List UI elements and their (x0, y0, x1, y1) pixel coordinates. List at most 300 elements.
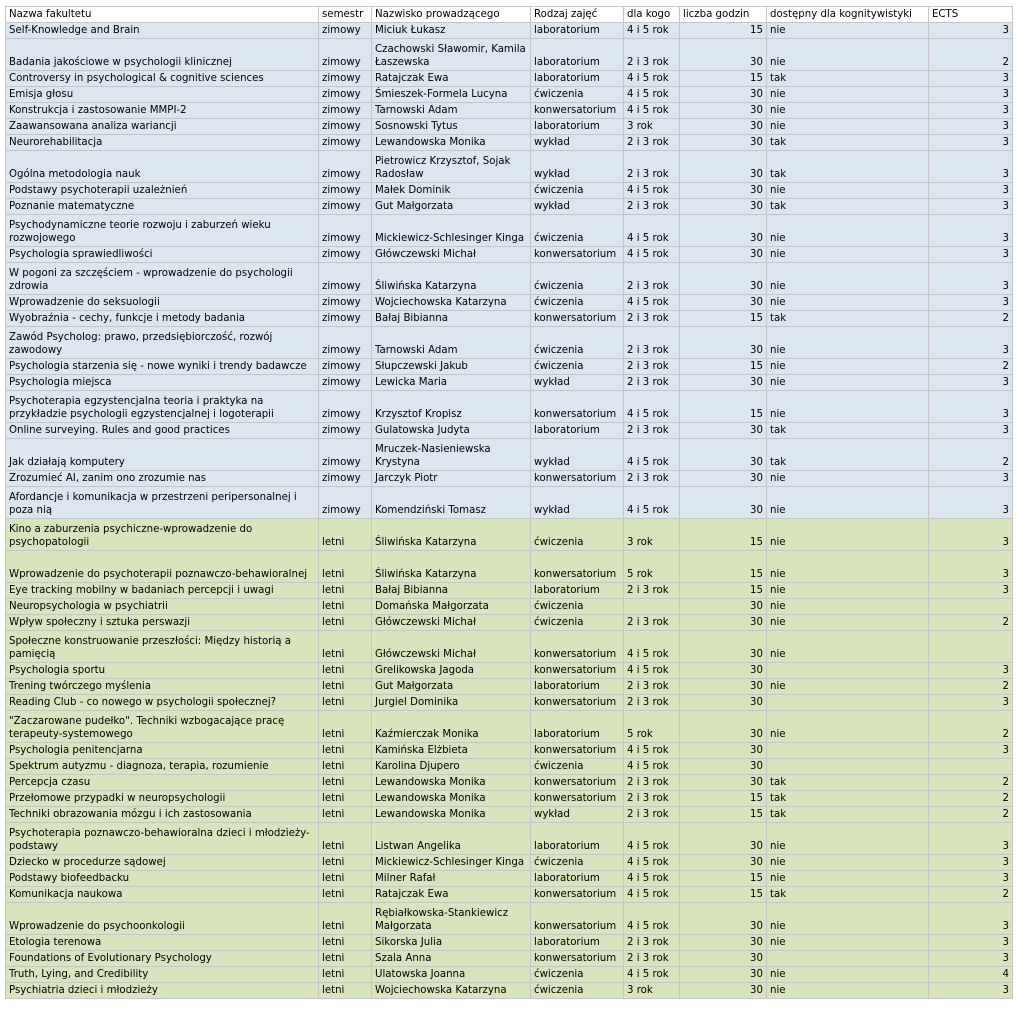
ects-cell[interactable]: 3 (929, 247, 1013, 263)
semester-cell[interactable]: letni (319, 775, 372, 791)
class-type-cell[interactable]: konwersatorium (531, 743, 624, 759)
ects-cell[interactable]: 2 (929, 311, 1013, 327)
instructor-cell[interactable]: Lewandowska Monika (372, 791, 531, 807)
cognitive-science-cell[interactable] (767, 663, 929, 679)
course-name-cell[interactable]: Wprowadzenie do psychoterapii poznawczo-behawioralnej (6, 551, 319, 583)
class-type-cell[interactable]: ćwiczenia (531, 327, 624, 359)
course-name-cell[interactable]: Psychologia miejsca (6, 375, 319, 391)
audience-cell[interactable]: 2 i 3 rok (624, 791, 680, 807)
hours-cell[interactable]: 30 (680, 327, 767, 359)
semester-cell[interactable]: letni (319, 711, 372, 743)
hours-cell[interactable]: 15 (680, 359, 767, 375)
hours-cell[interactable]: 15 (680, 887, 767, 903)
ects-cell[interactable]: 3 (929, 23, 1013, 39)
audience-cell[interactable]: 2 i 3 rok (624, 263, 680, 295)
cognitive-science-cell[interactable]: nie (767, 599, 929, 615)
hours-cell[interactable]: 15 (680, 583, 767, 599)
instructor-cell[interactable]: Śmieszek-Formela Lucyna (372, 87, 531, 103)
cognitive-science-cell[interactable]: tak (767, 887, 929, 903)
course-name-cell[interactable]: Poznanie matematyczne (6, 199, 319, 215)
hours-cell[interactable]: 30 (680, 439, 767, 471)
hours-cell[interactable]: 30 (680, 935, 767, 951)
class-type-cell[interactable]: konwersatorium (531, 247, 624, 263)
header-cell-cognitive-science[interactable]: dostępny dla kognitywistyki (767, 7, 929, 23)
instructor-cell[interactable]: Milner Rafał (372, 871, 531, 887)
cognitive-science-cell[interactable]: tak (767, 311, 929, 327)
semester-cell[interactable]: letni (319, 807, 372, 823)
hours-cell[interactable]: 30 (680, 743, 767, 759)
class-type-cell[interactable]: konwersatorium (531, 903, 624, 935)
semester-cell[interactable]: zimowy (319, 439, 372, 471)
course-name-cell[interactable]: Trening twórczego myślenia (6, 679, 319, 695)
semester-cell[interactable]: letni (319, 823, 372, 855)
cognitive-science-cell[interactable]: nie (767, 23, 929, 39)
ects-cell[interactable]: 3 (929, 423, 1013, 439)
ects-cell[interactable]: 3 (929, 295, 1013, 311)
instructor-cell[interactable]: Czachowski Sławomir, Kamila Łaszewska (372, 39, 531, 71)
audience-cell[interactable]: 5 rok (624, 711, 680, 743)
instructor-cell[interactable]: Listwan Angelika (372, 823, 531, 855)
semester-cell[interactable]: letni (319, 967, 372, 983)
course-name-cell[interactable]: Psychologia sportu (6, 663, 319, 679)
header-cell-instructor[interactable]: Nazwisko prowadzącego (372, 7, 531, 23)
header-cell-semester[interactable]: semestr (319, 7, 372, 23)
hours-cell[interactable]: 30 (680, 823, 767, 855)
cognitive-science-cell[interactable]: nie (767, 87, 929, 103)
ects-cell[interactable]: 3 (929, 663, 1013, 679)
cognitive-science-cell[interactable]: nie (767, 983, 929, 999)
audience-cell[interactable]: 2 i 3 rok (624, 951, 680, 967)
instructor-cell[interactable]: Gut Małgorzata (372, 199, 531, 215)
ects-cell[interactable]: 3 (929, 263, 1013, 295)
instructor-cell[interactable]: Sosnowski Tytus (372, 119, 531, 135)
semester-cell[interactable]: letni (319, 599, 372, 615)
class-type-cell[interactable]: laboratorium (531, 39, 624, 71)
semester-cell[interactable]: letni (319, 935, 372, 951)
audience-cell[interactable]: 4 i 5 rok (624, 871, 680, 887)
hours-cell[interactable]: 30 (680, 759, 767, 775)
cognitive-science-cell[interactable]: tak (767, 151, 929, 183)
cognitive-science-cell[interactable] (767, 695, 929, 711)
cognitive-science-cell[interactable]: nie (767, 615, 929, 631)
hours-cell[interactable]: 30 (680, 39, 767, 71)
instructor-cell[interactable]: Śliwińska Katarzyna (372, 263, 531, 295)
hours-cell[interactable]: 30 (680, 695, 767, 711)
ects-cell[interactable]: 3 (929, 119, 1013, 135)
hours-cell[interactable]: 30 (680, 631, 767, 663)
ects-cell[interactable]: 3 (929, 903, 1013, 935)
class-type-cell[interactable]: ćwiczenia (531, 615, 624, 631)
cognitive-science-cell[interactable]: nie (767, 823, 929, 855)
course-name-cell[interactable]: Psychodynamiczne teorie rozwoju i zaburzeń wieku rozwojowego (6, 215, 319, 247)
ects-cell[interactable]: 4 (929, 967, 1013, 983)
class-type-cell[interactable]: konwersatorium (531, 695, 624, 711)
audience-cell[interactable]: 4 i 5 rok (624, 295, 680, 311)
ects-cell[interactable] (929, 759, 1013, 775)
cognitive-science-cell[interactable]: tak (767, 775, 929, 791)
ects-cell[interactable]: 3 (929, 135, 1013, 151)
hours-cell[interactable]: 30 (680, 263, 767, 295)
instructor-cell[interactable]: Jarczyk Piotr (372, 471, 531, 487)
cognitive-science-cell[interactable]: nie (767, 215, 929, 247)
class-type-cell[interactable]: wykład (531, 439, 624, 471)
hours-cell[interactable]: 15 (680, 871, 767, 887)
semester-cell[interactable]: letni (319, 983, 372, 999)
instructor-cell[interactable]: Ratajczak Ewa (372, 887, 531, 903)
instructor-cell[interactable]: Ulatowska Joanna (372, 967, 531, 983)
audience-cell[interactable]: 2 i 3 rok (624, 359, 680, 375)
semester-cell[interactable]: letni (319, 695, 372, 711)
hours-cell[interactable]: 15 (680, 71, 767, 87)
ects-cell[interactable]: 2 (929, 807, 1013, 823)
class-type-cell[interactable]: ćwiczenia (531, 215, 624, 247)
ects-cell[interactable]: 3 (929, 215, 1013, 247)
class-type-cell[interactable]: laboratorium (531, 23, 624, 39)
audience-cell[interactable]: 2 i 3 rok (624, 775, 680, 791)
audience-cell[interactable]: 2 i 3 rok (624, 679, 680, 695)
cognitive-science-cell[interactable]: tak (767, 439, 929, 471)
instructor-cell[interactable]: Mickiewicz-Schlesinger Kinga (372, 215, 531, 247)
audience-cell[interactable]: 4 i 5 rok (624, 759, 680, 775)
semester-cell[interactable]: letni (319, 583, 372, 599)
audience-cell[interactable]: 2 i 3 rok (624, 935, 680, 951)
hours-cell[interactable]: 30 (680, 183, 767, 199)
cognitive-science-cell[interactable]: nie (767, 855, 929, 871)
ects-cell[interactable]: 2 (929, 615, 1013, 631)
hours-cell[interactable]: 30 (680, 487, 767, 519)
audience-cell[interactable]: 4 i 5 rok (624, 71, 680, 87)
course-name-cell[interactable]: Etologia terenowa (6, 935, 319, 951)
hours-cell[interactable]: 30 (680, 119, 767, 135)
semester-cell[interactable]: zimowy (319, 119, 372, 135)
class-type-cell[interactable]: laboratorium (531, 71, 624, 87)
hours-cell[interactable]: 15 (680, 311, 767, 327)
cognitive-science-cell[interactable]: nie (767, 551, 929, 583)
course-name-cell[interactable]: Neurorehabilitacja (6, 135, 319, 151)
semester-cell[interactable]: zimowy (319, 215, 372, 247)
course-name-cell[interactable]: Psychologia sprawiedliwości (6, 247, 319, 263)
hours-cell[interactable]: 15 (680, 391, 767, 423)
semester-cell[interactable]: zimowy (319, 135, 372, 151)
class-type-cell[interactable]: konwersatorium (531, 391, 624, 423)
semester-cell[interactable]: letni (319, 663, 372, 679)
instructor-cell[interactable]: Szala Anna (372, 951, 531, 967)
instructor-cell[interactable]: Główczewski Michał (372, 631, 531, 663)
cognitive-science-cell[interactable] (767, 759, 929, 775)
hours-cell[interactable]: 15 (680, 23, 767, 39)
audience-cell[interactable]: 2 i 3 rok (624, 423, 680, 439)
cognitive-science-cell[interactable]: nie (767, 327, 929, 359)
instructor-cell[interactable]: Słupczewski Jakub (372, 359, 531, 375)
audience-cell[interactable]: 2 i 3 rok (624, 807, 680, 823)
hours-cell[interactable]: 30 (680, 775, 767, 791)
instructor-cell[interactable]: Lewicka Maria (372, 375, 531, 391)
audience-cell[interactable]: 2 i 3 rok (624, 135, 680, 151)
instructor-cell[interactable]: Miciuk Łukasz (372, 23, 531, 39)
cognitive-science-cell[interactable]: nie (767, 631, 929, 663)
semester-cell[interactable]: zimowy (319, 359, 372, 375)
instructor-cell[interactable]: Wojciechowska Katarzyna (372, 983, 531, 999)
class-type-cell[interactable]: ćwiczenia (531, 759, 624, 775)
ects-cell[interactable]: 3 (929, 391, 1013, 423)
cognitive-science-cell[interactable]: tak (767, 791, 929, 807)
hours-cell[interactable]: 30 (680, 599, 767, 615)
instructor-cell[interactable]: Lewandowska Monika (372, 135, 531, 151)
hours-cell[interactable]: 30 (680, 151, 767, 183)
hours-cell[interactable]: 30 (680, 199, 767, 215)
class-type-cell[interactable]: laboratorium (531, 871, 624, 887)
cognitive-science-cell[interactable]: nie (767, 263, 929, 295)
ects-cell[interactable]: 3 (929, 855, 1013, 871)
header-cell-hours[interactable]: liczba godzin (680, 7, 767, 23)
cognitive-science-cell[interactable]: nie (767, 583, 929, 599)
course-name-cell[interactable]: Konstrukcja i zastosowanie MMPI-2 (6, 103, 319, 119)
audience-cell[interactable]: 2 i 3 rok (624, 375, 680, 391)
cognitive-science-cell[interactable]: nie (767, 711, 929, 743)
instructor-cell[interactable]: Gut Małgorzata (372, 679, 531, 695)
instructor-cell[interactable]: Małek Dominik (372, 183, 531, 199)
hours-cell[interactable]: 30 (680, 103, 767, 119)
class-type-cell[interactable]: ćwiczenia (531, 519, 624, 551)
hours-cell[interactable]: 15 (680, 807, 767, 823)
hours-cell[interactable]: 30 (680, 983, 767, 999)
audience-cell[interactable]: 4 i 5 rok (624, 439, 680, 471)
course-name-cell[interactable]: Emisja głosu (6, 87, 319, 103)
class-type-cell[interactable]: wykład (531, 151, 624, 183)
class-type-cell[interactable]: laboratorium (531, 679, 624, 695)
semester-cell[interactable]: zimowy (319, 471, 372, 487)
ects-cell[interactable]: 3 (929, 71, 1013, 87)
course-name-cell[interactable]: Reading Club - co nowego w psychologii społecznej? (6, 695, 319, 711)
semester-cell[interactable]: zimowy (319, 151, 372, 183)
semester-cell[interactable]: letni (319, 631, 372, 663)
semester-cell[interactable]: zimowy (319, 423, 372, 439)
cognitive-science-cell[interactable]: nie (767, 183, 929, 199)
semester-cell[interactable]: zimowy (319, 23, 372, 39)
semester-cell[interactable]: letni (319, 759, 372, 775)
course-name-cell[interactable]: Ogólna metodologia nauk (6, 151, 319, 183)
hours-cell[interactable]: 30 (680, 711, 767, 743)
ects-cell[interactable]: 2 (929, 791, 1013, 807)
hours-cell[interactable]: 30 (680, 855, 767, 871)
instructor-cell[interactable]: Mruczek-Nasieniewska Krystyna (372, 439, 531, 471)
hours-cell[interactable]: 30 (680, 663, 767, 679)
class-type-cell[interactable]: wykład (531, 807, 624, 823)
ects-cell[interactable]: 2 (929, 679, 1013, 695)
class-type-cell[interactable]: konwersatorium (531, 887, 624, 903)
instructor-cell[interactable]: Ratajczak Ewa (372, 71, 531, 87)
instructor-cell[interactable]: Kaźmierczak Monika (372, 711, 531, 743)
course-name-cell[interactable]: Psychoterapia poznawczo-behawioralna dzieci i młodzieży-podstawy (6, 823, 319, 855)
cognitive-science-cell[interactable] (767, 743, 929, 759)
ects-cell[interactable] (929, 599, 1013, 615)
ects-cell[interactable]: 3 (929, 823, 1013, 855)
ects-cell[interactable]: 3 (929, 151, 1013, 183)
class-type-cell[interactable]: ćwiczenia (531, 295, 624, 311)
hours-cell[interactable]: 15 (680, 519, 767, 551)
audience-cell[interactable]: 4 i 5 rok (624, 215, 680, 247)
course-name-cell[interactable]: Wyobraźnia - cechy, funkcje i metody badania (6, 311, 319, 327)
hours-cell[interactable]: 30 (680, 615, 767, 631)
audience-cell[interactable]: 4 i 5 rok (624, 487, 680, 519)
ects-cell[interactable]: 3 (929, 983, 1013, 999)
cognitive-science-cell[interactable]: nie (767, 471, 929, 487)
semester-cell[interactable]: zimowy (319, 103, 372, 119)
semester-cell[interactable]: zimowy (319, 199, 372, 215)
instructor-cell[interactable]: Karolina Djupero (372, 759, 531, 775)
course-name-cell[interactable]: Afordancje i komunikacja w przestrzeni peripersonalnej i poza nią (6, 487, 319, 519)
instructor-cell[interactable]: Pietrowicz Krzysztof, Sojak Radosław (372, 151, 531, 183)
class-type-cell[interactable]: laboratorium (531, 583, 624, 599)
course-name-cell[interactable]: Psychologia penitencjarna (6, 743, 319, 759)
hours-cell[interactable]: 30 (680, 423, 767, 439)
course-name-cell[interactable]: W pogoni za szczęściem - wprowadzenie do psychologii zdrowia (6, 263, 319, 295)
instructor-cell[interactable]: Sikorska Julia (372, 935, 531, 951)
semester-cell[interactable]: zimowy (319, 183, 372, 199)
instructor-cell[interactable]: Tarnowski Adam (372, 103, 531, 119)
course-name-cell[interactable]: Wprowadzenie do seksuologii (6, 295, 319, 311)
header-cell-class-type[interactable]: Rodzaj zajęć (531, 7, 624, 23)
class-type-cell[interactable]: laboratorium (531, 711, 624, 743)
ects-cell[interactable]: 3 (929, 199, 1013, 215)
ects-cell[interactable]: 3 (929, 743, 1013, 759)
audience-cell[interactable]: 3 rok (624, 519, 680, 551)
course-name-cell[interactable]: Controversy in psychological & cognitive sciences (6, 71, 319, 87)
class-type-cell[interactable]: wykład (531, 487, 624, 519)
semester-cell[interactable]: letni (319, 551, 372, 583)
course-name-cell[interactable]: Społeczne konstruowanie przeszłości: Między historią a pamięcią (6, 631, 319, 663)
class-type-cell[interactable]: laboratorium (531, 823, 624, 855)
cognitive-science-cell[interactable]: nie (767, 391, 929, 423)
course-name-cell[interactable]: Percepcja czasu (6, 775, 319, 791)
course-name-cell[interactable]: Online surveying. Rules and good practices (6, 423, 319, 439)
ects-cell[interactable]: 3 (929, 695, 1013, 711)
ects-cell[interactable]: 2 (929, 359, 1013, 375)
cognitive-science-cell[interactable] (767, 951, 929, 967)
ects-cell[interactable]: 2 (929, 887, 1013, 903)
audience-cell[interactable]: 4 i 5 rok (624, 87, 680, 103)
course-name-cell[interactable]: Wpływ społeczny i sztuka perswazji (6, 615, 319, 631)
semester-cell[interactable]: zimowy (319, 39, 372, 71)
semester-cell[interactable]: zimowy (319, 327, 372, 359)
course-name-cell[interactable]: Foundations of Evolutionary Psychology (6, 951, 319, 967)
cognitive-science-cell[interactable]: nie (767, 295, 929, 311)
header-cell-course-name[interactable]: Nazwa fakultetu (6, 7, 319, 23)
ects-cell[interactable] (929, 631, 1013, 663)
course-name-cell[interactable]: Zawód Psycholog: prawo, przedsiębiorczość, rozwój zawodowy (6, 327, 319, 359)
ects-cell[interactable]: 3 (929, 471, 1013, 487)
audience-cell[interactable]: 2 i 3 rok (624, 151, 680, 183)
header-cell-ects[interactable]: ECTS (929, 7, 1013, 23)
audience-cell[interactable]: 4 i 5 rok (624, 183, 680, 199)
instructor-cell[interactable]: Tarnowski Adam (372, 327, 531, 359)
audience-cell[interactable]: 3 rok (624, 119, 680, 135)
course-name-cell[interactable]: Komunikacja naukowa (6, 887, 319, 903)
ects-cell[interactable]: 3 (929, 583, 1013, 599)
class-type-cell[interactable]: konwersatorium (531, 631, 624, 663)
class-type-cell[interactable]: ćwiczenia (531, 967, 624, 983)
class-type-cell[interactable]: konwersatorium (531, 775, 624, 791)
course-name-cell[interactable]: Self-Knowledge and Brain (6, 23, 319, 39)
semester-cell[interactable]: zimowy (319, 263, 372, 295)
course-name-cell[interactable]: Neuropsychologia w psychiatrii (6, 599, 319, 615)
course-name-cell[interactable]: Psychiatria dzieci i młodzieży (6, 983, 319, 999)
class-type-cell[interactable]: konwersatorium (531, 551, 624, 583)
cognitive-science-cell[interactable]: tak (767, 135, 929, 151)
cognitive-science-cell[interactable]: tak (767, 199, 929, 215)
audience-cell[interactable]: 4 i 5 rok (624, 103, 680, 119)
audience-cell[interactable]: 2 i 3 rok (624, 327, 680, 359)
audience-cell[interactable]: 4 i 5 rok (624, 823, 680, 855)
course-name-cell[interactable]: Psychoterapia egzystencjalna teoria i praktyka na przykładzie psychologii egzystencjalnej i logoterapii (6, 391, 319, 423)
class-type-cell[interactable]: konwersatorium (531, 951, 624, 967)
class-type-cell[interactable]: konwersatorium (531, 471, 624, 487)
course-name-cell[interactable]: Spektrum autyzmu - diagnoza, terapia, rozumienie (6, 759, 319, 775)
ects-cell[interactable]: 3 (929, 103, 1013, 119)
hours-cell[interactable]: 30 (680, 967, 767, 983)
semester-cell[interactable]: letni (319, 903, 372, 935)
instructor-cell[interactable]: Kamińska Elżbieta (372, 743, 531, 759)
class-type-cell[interactable]: ćwiczenia (531, 983, 624, 999)
audience-cell[interactable] (624, 599, 680, 615)
cognitive-science-cell[interactable]: tak (767, 71, 929, 87)
class-type-cell[interactable]: konwersatorium (531, 311, 624, 327)
hours-cell[interactable]: 30 (680, 951, 767, 967)
class-type-cell[interactable]: ćwiczenia (531, 359, 624, 375)
semester-cell[interactable]: letni (319, 871, 372, 887)
course-name-cell[interactable]: Przełomowe przypadki w neuropsychologii (6, 791, 319, 807)
ects-cell[interactable]: 2 (929, 711, 1013, 743)
instructor-cell[interactable]: Komendziński Tomasz (372, 487, 531, 519)
cognitive-science-cell[interactable]: nie (767, 903, 929, 935)
audience-cell[interactable]: 4 i 5 rok (624, 663, 680, 679)
ects-cell[interactable]: 3 (929, 951, 1013, 967)
instructor-cell[interactable]: Rębiałkowska-Stankiewicz Małgorzata (372, 903, 531, 935)
semester-cell[interactable]: zimowy (319, 487, 372, 519)
instructor-cell[interactable]: Bałaj Bibianna (372, 311, 531, 327)
instructor-cell[interactable]: Lewandowska Monika (372, 775, 531, 791)
hours-cell[interactable]: 15 (680, 791, 767, 807)
instructor-cell[interactable]: Śliwińska Katarzyna (372, 519, 531, 551)
audience-cell[interactable]: 4 i 5 rok (624, 887, 680, 903)
course-name-cell[interactable]: Badania jakościowe w psychologii klinicznej (6, 39, 319, 71)
ects-cell[interactable]: 3 (929, 935, 1013, 951)
hours-cell[interactable]: 30 (680, 471, 767, 487)
course-name-cell[interactable]: Kino a zaburzenia psychiczne-wprowadzenie do psychopatologii (6, 519, 319, 551)
semester-cell[interactable]: zimowy (319, 247, 372, 263)
audience-cell[interactable]: 2 i 3 rok (624, 39, 680, 71)
ects-cell[interactable]: 3 (929, 183, 1013, 199)
cognitive-science-cell[interactable]: nie (767, 359, 929, 375)
class-type-cell[interactable]: wykład (531, 199, 624, 215)
ects-cell[interactable]: 3 (929, 87, 1013, 103)
audience-cell[interactable]: 2 i 3 rok (624, 695, 680, 711)
ects-cell[interactable]: 3 (929, 871, 1013, 887)
semester-cell[interactable]: letni (319, 887, 372, 903)
class-type-cell[interactable]: ćwiczenia (531, 855, 624, 871)
instructor-cell[interactable]: Wojciechowska Katarzyna (372, 295, 531, 311)
cognitive-science-cell[interactable]: nie (767, 967, 929, 983)
semester-cell[interactable]: letni (319, 855, 372, 871)
semester-cell[interactable]: letni (319, 791, 372, 807)
class-type-cell[interactable]: konwersatorium (531, 103, 624, 119)
class-type-cell[interactable]: ćwiczenia (531, 183, 624, 199)
cognitive-science-cell[interactable]: nie (767, 487, 929, 519)
class-type-cell[interactable]: wykład (531, 375, 624, 391)
audience-cell[interactable]: 4 i 5 rok (624, 743, 680, 759)
audience-cell[interactable]: 2 i 3 rok (624, 583, 680, 599)
cognitive-science-cell[interactable]: tak (767, 807, 929, 823)
